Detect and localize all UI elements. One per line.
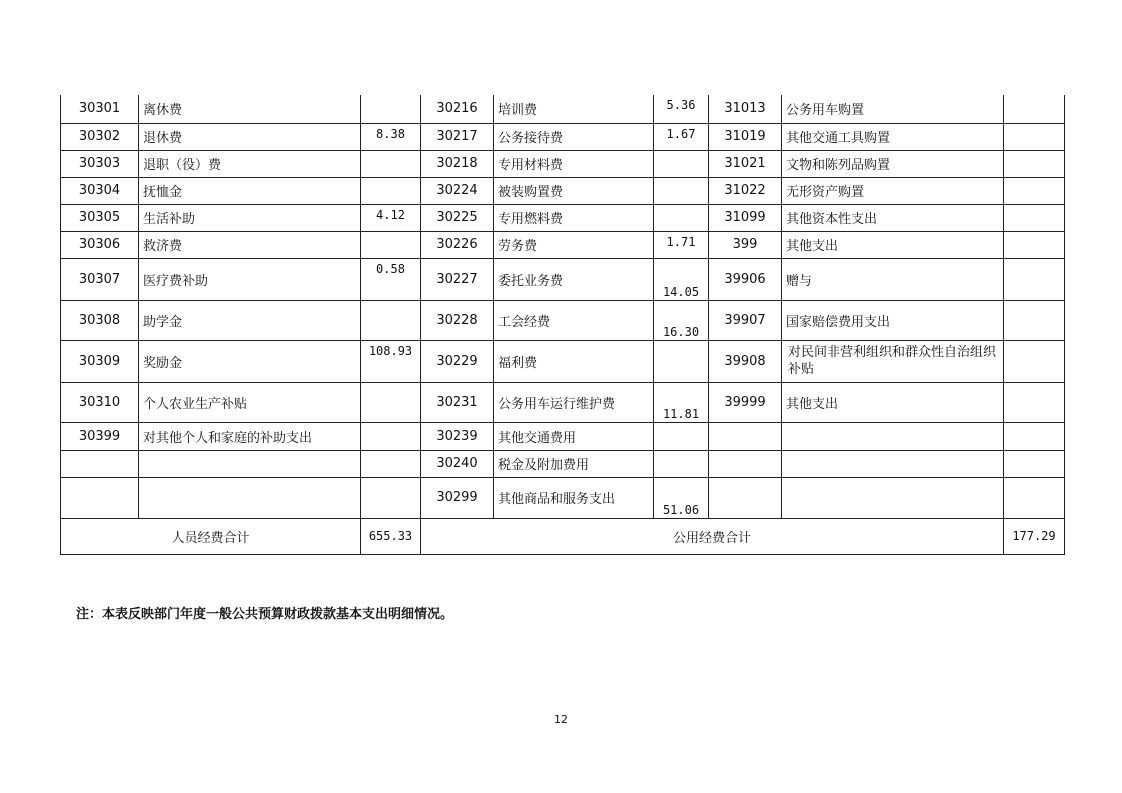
table-row	[61, 231, 1065, 258]
item-name-1: 退休费	[139, 123, 361, 150]
table-row	[61, 340, 1065, 382]
item-amount-3	[1004, 150, 1065, 177]
item-code-1: 30309	[61, 340, 139, 382]
item-amount-3	[1004, 422, 1065, 450]
item-code-1: 30307	[61, 258, 139, 300]
item-name-2: 公务接待费	[494, 123, 654, 150]
item-code-3: 39907	[709, 300, 782, 340]
item-amount-3	[1004, 95, 1065, 123]
item-amount-1	[361, 382, 421, 422]
item-code-1: 30399	[61, 422, 139, 450]
item-code-3: 39908	[709, 340, 782, 382]
item-code-3	[709, 450, 782, 477]
item-name-1: 个人农业生产补贴	[139, 382, 361, 422]
item-amount-2	[654, 177, 709, 204]
item-code-3: 39999	[709, 382, 782, 422]
item-name-3	[782, 450, 1004, 477]
item-name-3: 对民间非营利组织和群众性自治组织补贴	[782, 340, 1004, 382]
item-amount-2: 1.67	[654, 123, 709, 150]
item-name-2: 其他商品和服务支出	[494, 477, 654, 518]
item-code-2: 30231	[421, 382, 494, 422]
item-name-2: 培训费	[494, 95, 654, 123]
item-name-1: 助学金	[139, 300, 361, 340]
item-amount-1: 4.12	[361, 204, 421, 231]
item-amount-1	[361, 150, 421, 177]
item-name-1	[139, 477, 361, 518]
public-total-label: 公用经费合计	[421, 518, 1004, 554]
item-amount-2: 14.05	[654, 258, 709, 300]
item-code-1: 30306	[61, 231, 139, 258]
item-name-2: 其他交通费用	[494, 422, 654, 450]
item-amount-2: 5.36	[654, 95, 709, 123]
table-row	[61, 382, 1065, 422]
item-code-1: 30304	[61, 177, 139, 204]
item-code-1: 30305	[61, 204, 139, 231]
item-code-2: 30225	[421, 204, 494, 231]
item-code-2: 30240	[421, 450, 494, 477]
item-code-2: 30228	[421, 300, 494, 340]
table-note: 注：本表反映部门年度一般公共预算财政拨款基本支出明细情况。	[76, 607, 454, 622]
item-name-1: 抚恤金	[139, 177, 361, 204]
item-name-2: 被装购置费	[494, 177, 654, 204]
item-name-1	[139, 450, 361, 477]
table-row	[61, 422, 1065, 450]
item-amount-1: 108.93	[361, 340, 421, 382]
item-amount-1	[361, 450, 421, 477]
item-amount-2	[654, 340, 709, 382]
item-amount-2	[654, 204, 709, 231]
item-code-2: 30227	[421, 258, 494, 300]
item-code-2: 30218	[421, 150, 494, 177]
item-amount-3	[1004, 382, 1065, 422]
item-amount-1	[361, 231, 421, 258]
item-name-3: 无形资产购置	[782, 177, 1004, 204]
item-code-1: 30302	[61, 123, 139, 150]
item-name-1: 医疗费补助	[139, 258, 361, 300]
item-name-1: 救济费	[139, 231, 361, 258]
item-name-3: 国家赔偿费用支出	[782, 300, 1004, 340]
public-total-amount: 177.29	[1004, 518, 1065, 554]
item-amount-3	[1004, 204, 1065, 231]
item-amount-1	[361, 422, 421, 450]
item-amount-3	[1004, 123, 1065, 150]
item-amount-1: 0.58	[361, 258, 421, 300]
item-name-3: 赠与	[782, 258, 1004, 300]
item-amount-2	[654, 150, 709, 177]
item-name-2: 公务用车运行维护费	[494, 382, 654, 422]
item-amount-3	[1004, 300, 1065, 340]
page-number: 12	[554, 713, 568, 726]
table-row	[61, 477, 1065, 518]
table-row	[61, 177, 1065, 204]
item-name-2: 福利费	[494, 340, 654, 382]
item-amount-3	[1004, 231, 1065, 258]
item-amount-3	[1004, 340, 1065, 382]
item-name-3: 其他支出	[782, 382, 1004, 422]
item-code-3: 31019	[709, 123, 782, 150]
item-code-1: 30303	[61, 150, 139, 177]
totals-row	[61, 518, 1065, 554]
item-amount-3	[1004, 450, 1065, 477]
table-row	[61, 150, 1065, 177]
table-row	[61, 95, 1065, 123]
item-code-2: 30217	[421, 123, 494, 150]
item-amount-2: 1.71	[654, 231, 709, 258]
item-amount-1	[361, 177, 421, 204]
item-name-2: 专用材料费	[494, 150, 654, 177]
item-name-3	[782, 422, 1004, 450]
table-body	[61, 95, 1065, 518]
item-code-2: 30226	[421, 231, 494, 258]
table-row	[61, 204, 1065, 231]
item-name-2: 专用燃料费	[494, 204, 654, 231]
item-amount-3	[1004, 177, 1065, 204]
item-amount-1	[361, 300, 421, 340]
item-amount-1	[361, 95, 421, 123]
personnel-total-amount: 655.33	[361, 518, 421, 554]
item-name-3: 文物和陈列品购置	[782, 150, 1004, 177]
item-name-1: 离休费	[139, 95, 361, 123]
item-code-1: 30308	[61, 300, 139, 340]
item-code-2: 30299	[421, 477, 494, 518]
item-code-3: 31022	[709, 177, 782, 204]
item-name-1: 生活补助	[139, 204, 361, 231]
item-code-3: 31099	[709, 204, 782, 231]
item-code-3: 31013	[709, 95, 782, 123]
table-row	[61, 300, 1065, 340]
personnel-total-label: 人员经费合计	[61, 518, 361, 554]
item-name-2: 工会经费	[494, 300, 654, 340]
item-code-1: 30301	[61, 95, 139, 123]
item-amount-1	[361, 477, 421, 518]
item-amount-3	[1004, 258, 1065, 300]
item-code-1	[61, 477, 139, 518]
table-row	[61, 123, 1065, 150]
item-name-3	[782, 477, 1004, 518]
item-name-3: 公务用车购置	[782, 95, 1004, 123]
item-amount-2: 16.30	[654, 300, 709, 340]
item-code-1: 30310	[61, 382, 139, 422]
item-code-3: 39906	[709, 258, 782, 300]
item-code-2: 30229	[421, 340, 494, 382]
table-row	[61, 450, 1065, 477]
item-amount-1: 8.38	[361, 123, 421, 150]
item-name-1: 对其他个人和家庭的补助支出	[139, 422, 361, 450]
item-name-1: 退职（役）费	[139, 150, 361, 177]
item-code-3: 399	[709, 231, 782, 258]
item-code-3	[709, 422, 782, 450]
item-name-3: 其他交通工具购置	[782, 123, 1004, 150]
item-name-3: 其他支出	[782, 231, 1004, 258]
item-code-2: 30239	[421, 422, 494, 450]
item-amount-2: 51.06	[654, 477, 709, 518]
item-code-2: 30224	[421, 177, 494, 204]
item-amount-2: 11.81	[654, 382, 709, 422]
item-amount-2	[654, 450, 709, 477]
item-name-2: 劳务费	[494, 231, 654, 258]
item-name-3: 其他资本性支出	[782, 204, 1004, 231]
item-code-2: 30216	[421, 95, 494, 123]
item-code-1	[61, 450, 139, 477]
item-name-1: 奖励金	[139, 340, 361, 382]
item-amount-3	[1004, 477, 1065, 518]
table-row	[61, 258, 1065, 300]
item-name-2: 税金及附加费用	[494, 450, 654, 477]
item-code-3	[709, 477, 782, 518]
expenditure-detail-table	[60, 95, 1065, 555]
item-amount-2	[654, 422, 709, 450]
item-code-3: 31021	[709, 150, 782, 177]
item-name-2: 委托业务费	[494, 258, 654, 300]
